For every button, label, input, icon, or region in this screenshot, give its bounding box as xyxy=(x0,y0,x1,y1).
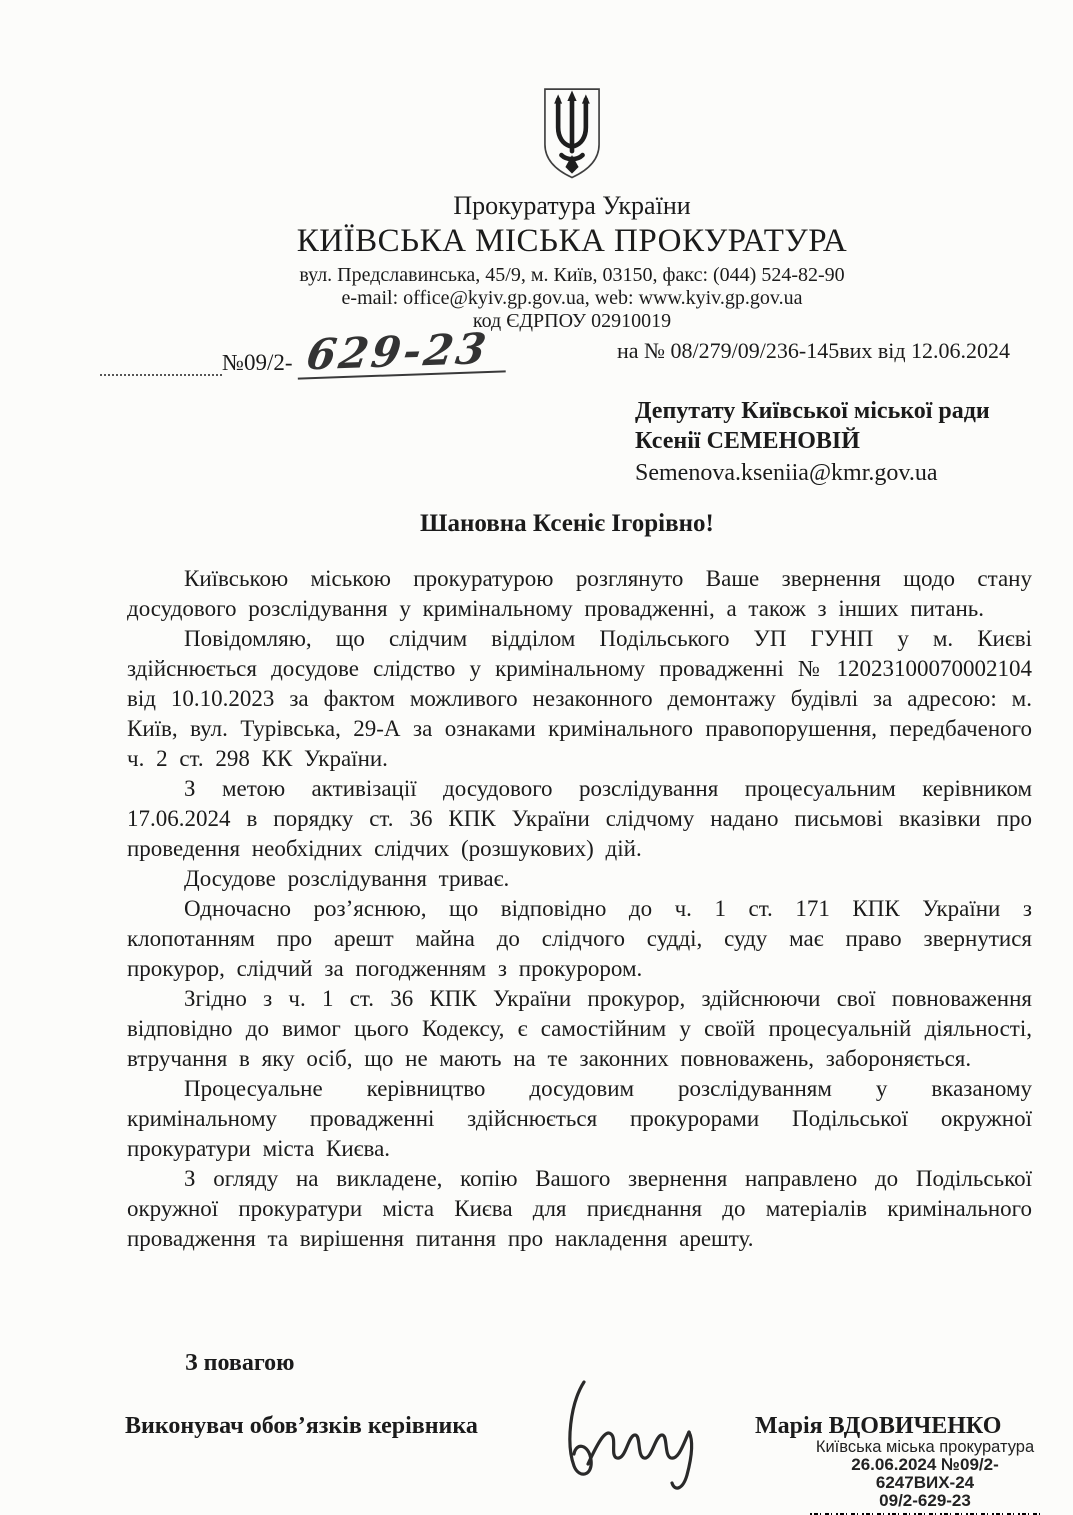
ukraine-trident-emblem-icon xyxy=(539,86,605,187)
outgoing-reference xyxy=(100,323,504,380)
addressee-title: Депутату Київської міської ради xyxy=(635,398,990,424)
handwritten-number-underline xyxy=(296,323,505,380)
body-paragraph: Згідно з ч. 1 ст. 36 КПК України прокурор, здійснюючи свої повноваження відповідно до вимог цього Кодексу, є самостійним у своїй процесуальній діяльності, втручання в яку осіб, що не мають на те законних повноважень, забороняється. xyxy=(127,986,1032,1071)
salutation: Шановна Ксеніє Ігорівно! xyxy=(420,510,714,537)
reference-row xyxy=(0,323,1073,390)
body-paragraph: З огляду на викладене, копію Вашого звернення направлено до Подільської окружної прокуратури міста Києва для приєднання до матеріалів кримінального провадження та вирішення питання про накладення арешту. xyxy=(127,1166,1032,1251)
signer-position: Виконувач обов’язків керівника xyxy=(125,1413,478,1439)
org-name-large: КИЇВСЬКА МІСЬКА ПРОКУРАТУРА xyxy=(296,223,848,259)
incoming-reference: на № 08/279/09/236-145вих від 12.06.2024 xyxy=(617,338,1011,363)
stamp-case-number: 09/2-629-23 xyxy=(879,1491,971,1510)
letterhead xyxy=(72,86,1072,333)
body-paragraph: Київською міською прокуратурою розглянуто Ваше звернення щодо стану досудового розслідування у кримінальному провадженні, а також з інших питань. xyxy=(127,566,1032,621)
addressee-email: Semenova.kseniia@kmr.gov.ua xyxy=(635,460,938,486)
body-paragraph: Повідомляю, що слідчим відділом Подільського УП ГУНП у м. Києві здійснюється досудове слідство у кримінальному провадженні № 12023100070002104 від 10.10.2023 за фактом можливого незаконного демонтажу будівлі за адресою: м. Київ, вул. Турівська, 29-А за ознаками кримінального правопорушення, передбаченого ч. 2 ст. 298 КК України. xyxy=(127,626,1032,771)
org-address: вул. Предславинська, 45/9, м. Київ, 03150, факс: (044) 524-82-90 xyxy=(299,264,845,286)
blank-line xyxy=(100,334,222,376)
handwritten-outgoing-number: 629-23 xyxy=(303,323,492,380)
stamp-outgoing-number: 26.06.2024 №09/2-6247ВИХ-24 xyxy=(851,1455,999,1492)
letter-body xyxy=(127,564,1032,1254)
body-paragraph: Досудове розслідування триває. xyxy=(184,866,510,891)
stamp-org-name: Київська міська прокуратура xyxy=(815,1438,1035,1456)
addressee-name: Ксенії СЕМЕНОВІЙ xyxy=(635,428,860,454)
body-paragraph: Процесуальне керівництво досудовим розслідуванням у вказаному кримінальному провадженні здійснюється прокурорами Подільської окружної прокуратури міста Києва. xyxy=(127,1076,1032,1161)
body-paragraph: З метою активізації досудового розслідування процесуальним керівником 17.06.2024 в порядку ст. 36 КПК України слідчому надано письмові вказівки про проведення необхідних слідчих (розшукових) дій. xyxy=(127,776,1032,861)
addressee-block xyxy=(635,396,990,488)
org-edrpou-code: код ЄДРПОУ 02910019 xyxy=(472,310,672,332)
org-contacts: e-mail: office@kyiv.gp.gov.ua, web: www.kyiv.gp.gov.ua xyxy=(341,287,803,309)
closing-regards: З повагою xyxy=(185,1350,295,1376)
body-paragraph: Одночасно роз’яснюю, що відповідно до ч. 1 ст. 171 КПК України з клопотанням про арешт майна до слідчого судді, суду має право звернутися прокурор, слідчий за погодженням з прокурором. xyxy=(127,896,1032,981)
signer-name: Марія ВДОВИЧЕНКО xyxy=(755,1413,1002,1439)
outgoing-number-prefix: №09/2- xyxy=(222,350,293,375)
org-name-small: Прокуратура України xyxy=(453,191,691,220)
registration-stamp xyxy=(810,1438,1040,1515)
handwritten-signature-icon xyxy=(548,1372,743,1499)
